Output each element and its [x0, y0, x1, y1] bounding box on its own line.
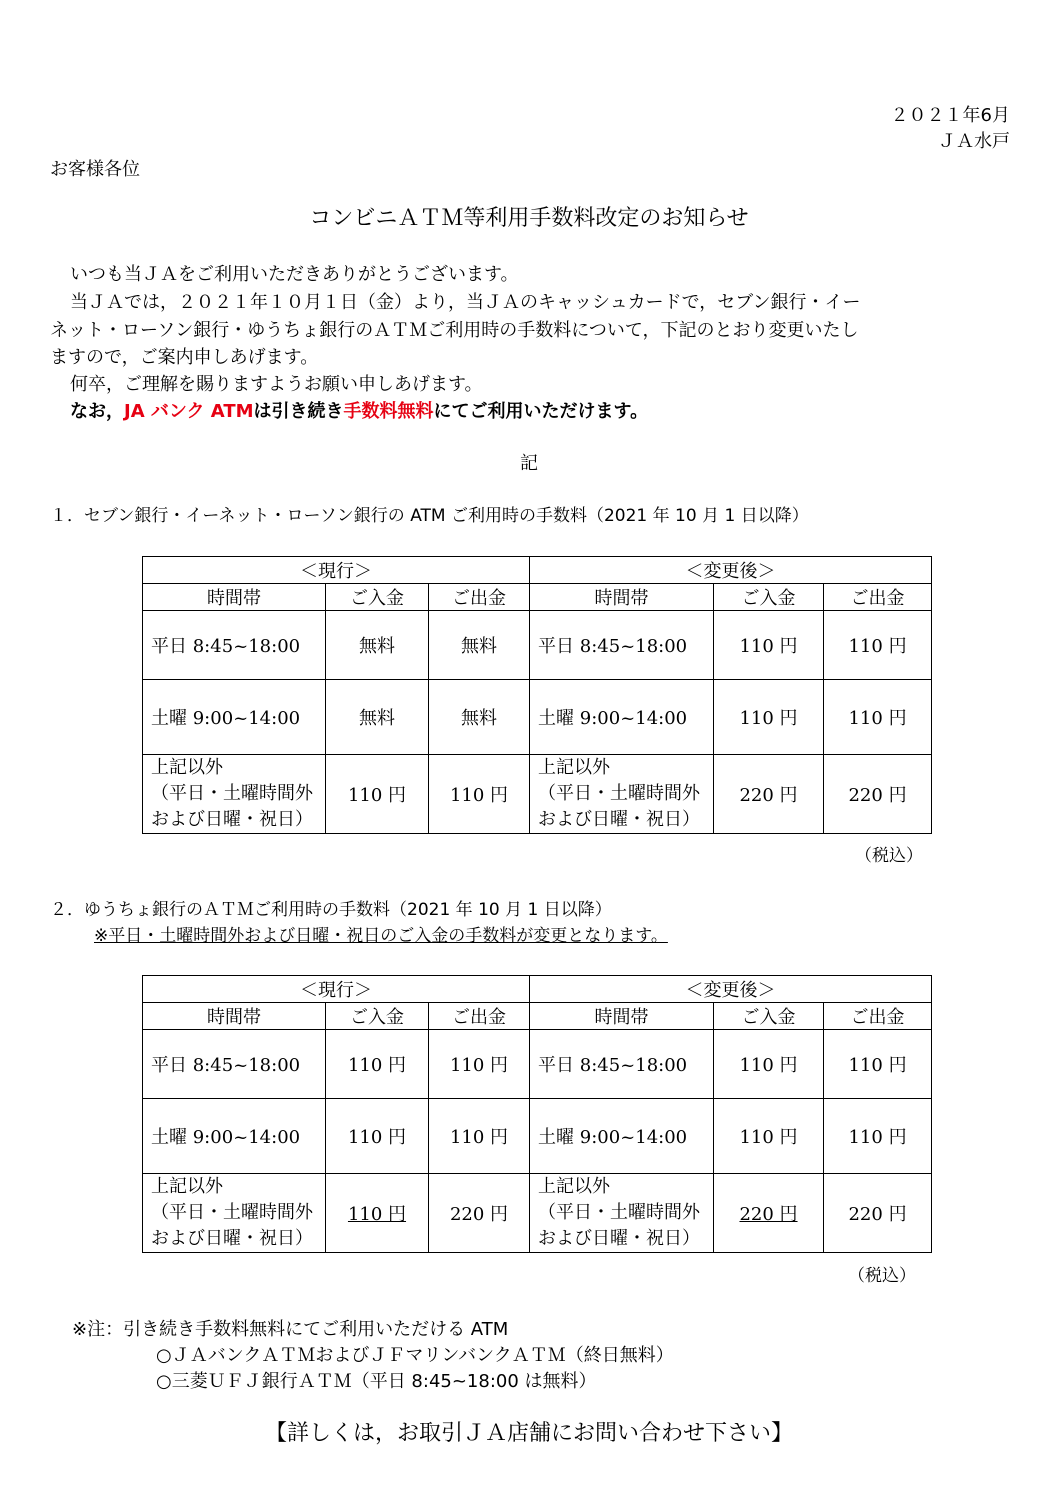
time-other-line-3: および日曜・祝日） [151, 809, 313, 830]
time-other-line-3: および日曜・祝日） [538, 1228, 701, 1249]
time-cell: 土曜 9:00~14:00 [143, 1099, 326, 1174]
table-row [143, 611, 932, 680]
contact-notice: 【詳しくは，お取引ＪＡ店舗にお問い合わせ下さい】 [264, 1421, 793, 1446]
section-2-subheading: ※平日・土曜時間外および日曜・祝日のご入金の手数料が変更となります。 [94, 926, 668, 946]
document-date: ２０２１年6月 [890, 105, 1010, 126]
fee-cell: 110 円 [429, 1030, 530, 1099]
fee-cell: 110 円 [429, 1099, 530, 1174]
time-other-line-1: 上記以外 [151, 757, 223, 778]
time-cell-other [143, 755, 326, 834]
fee-cell: 110 円 [429, 755, 530, 834]
fee-cell-changed [326, 1174, 429, 1253]
time-cell: 平日 8:45~18:00 [143, 611, 326, 680]
col-deposit: ご入金 [326, 1003, 429, 1030]
fee-cell: 無料 [326, 680, 429, 755]
col-deposit: ご入金 [714, 1003, 824, 1030]
ki-marker: 記 [520, 453, 538, 474]
col-withdraw: ご出金 [824, 584, 932, 611]
fee-cell: 無料 [326, 611, 429, 680]
time-other-line-3: および日曜・祝日） [538, 809, 701, 830]
notice-part-e: にてご利用いただけます。 [433, 401, 649, 422]
note-heading: ※注：引き続き手数料無料にてご利用いただける ATM [72, 1319, 509, 1340]
fee-cell: 110 円 [824, 611, 932, 680]
fee-cell: 220 円 [824, 755, 932, 834]
fee-cell: 220 円 [714, 755, 824, 834]
time-cell: 土曜 9:00~14:00 [530, 680, 714, 755]
current-header: ＜現行＞ [143, 976, 530, 1003]
time-cell: 土曜 9:00~14:00 [143, 680, 326, 755]
table-row [143, 755, 932, 834]
table-row [143, 1099, 932, 1174]
after-header: ＜変更後＞ [530, 976, 932, 1003]
fee-cell: 110 円 [326, 755, 429, 834]
changed-fee-value: 110 円 [347, 1204, 407, 1225]
fee-cell: 110 円 [714, 1099, 824, 1174]
fee-cell: 220 円 [824, 1174, 932, 1253]
fee-cell: 110 円 [824, 1099, 932, 1174]
fee-cell: 110 円 [824, 1030, 932, 1099]
table-row [143, 1174, 932, 1253]
col-withdraw: ご出金 [824, 1003, 932, 1030]
time-cell: 平日 8:45~18:00 [530, 1030, 714, 1099]
addressee: お客様各位 [50, 159, 140, 180]
notice-part-a: なお， [70, 401, 124, 422]
time-other-line-2: （平日・土曜時間外 [151, 1202, 313, 1223]
issuer-name: ＪＡ水戸 [938, 131, 1010, 152]
fee-cell: 110 円 [714, 1030, 824, 1099]
col-time: 時間帯 [530, 1003, 714, 1030]
time-other-line-1: 上記以外 [151, 1176, 223, 1197]
free-atm-notice [70, 399, 648, 425]
table-row [143, 1030, 932, 1099]
fee-table-yucho [142, 975, 932, 1253]
note-item-1: ○ＪＡバンクＡＴＭおよびＪＦマリンバンクＡＴＭ（終日無料） [156, 1345, 674, 1366]
time-other-line-1: 上記以外 [538, 757, 611, 778]
tax-note: （税込） [855, 846, 923, 866]
document-title: コンビニＡＴＭ等利用手数料改定のお知らせ [309, 206, 749, 231]
fee-cell: 110 円 [714, 611, 824, 680]
col-time: 時間帯 [530, 584, 714, 611]
changed-fee-value: 220 円 [739, 1204, 798, 1225]
col-withdraw: ご出金 [429, 1003, 530, 1030]
notice-part-c: は引き続き [253, 401, 344, 422]
fee-cell: 無料 [429, 611, 530, 680]
time-other-line-2: （平日・土曜時間外 [151, 783, 313, 804]
fee-cell: 110 円 [714, 680, 824, 755]
intro-line-1: いつも当ＪＡをご利用いただきありがとうございます。 [70, 264, 519, 285]
fee-cell: 無料 [429, 680, 530, 755]
fee-cell-changed [714, 1174, 824, 1253]
note-item-2: ○三菱ＵＦＪ銀行ＡＴＭ（平日 8:45~18:00 は無料） [156, 1371, 597, 1392]
col-deposit: ご入金 [326, 584, 429, 611]
after-header: ＜変更後＞ [530, 557, 932, 584]
col-time: 時間帯 [143, 584, 326, 611]
current-header: ＜現行＞ [143, 557, 530, 584]
fee-cell: 110 円 [824, 680, 932, 755]
table-row [143, 680, 932, 755]
section-1-heading: １．セブン銀行・イーネット・ローソン銀行の ATM ご利用時の手数料（2021 年 10 月 1 日以降） [50, 506, 809, 526]
fee-table-convenience [142, 556, 932, 834]
col-withdraw: ご出金 [429, 584, 530, 611]
intro-line-3: ネット・ローソン銀行・ゆうちょ銀行のＡＴＭご利用時の手数料について，下記のとおり変更いたし [50, 320, 859, 341]
time-cell: 土曜 9:00~14:00 [530, 1099, 714, 1174]
intro-line-2: 当ＪＡでは，２０２１年１０月１日（金）より，当ＪＡのキャッシュカードで，セブン銀行・イー [70, 292, 861, 313]
fee-cell: 220 円 [429, 1174, 530, 1253]
time-other-line-3: および日曜・祝日） [151, 1228, 313, 1249]
time-cell-other [530, 755, 714, 834]
fee-cell: 110 円 [326, 1030, 429, 1099]
time-cell: 平日 8:45~18:00 [530, 611, 714, 680]
free-fee-text: 手数料無料 [343, 401, 434, 422]
ja-bank-atm-text: JA バンク ATM [124, 401, 254, 422]
time-other-line-2: （平日・土曜時間外 [538, 783, 701, 804]
tax-note: （税込） [848, 1266, 916, 1286]
time-cell: 平日 8:45~18:00 [143, 1030, 326, 1099]
intro-line-5: 何卒，ご理解を賜りますようお願い申しあげます。 [70, 374, 483, 395]
col-time: 時間帯 [143, 1003, 326, 1030]
time-other-line-1: 上記以外 [538, 1176, 611, 1197]
section-2-heading: ２．ゆうちょ銀行のＡＴＭご利用時の手数料（2021 年 10 月 1 日以降） [50, 900, 612, 920]
fee-cell: 110 円 [326, 1099, 429, 1174]
time-other-line-2: （平日・土曜時間外 [538, 1202, 701, 1223]
time-cell-other [530, 1174, 714, 1253]
intro-line-4: ますので，ご案内申しあげます。 [50, 347, 319, 368]
time-cell-other [143, 1174, 326, 1253]
col-deposit: ご入金 [714, 584, 824, 611]
